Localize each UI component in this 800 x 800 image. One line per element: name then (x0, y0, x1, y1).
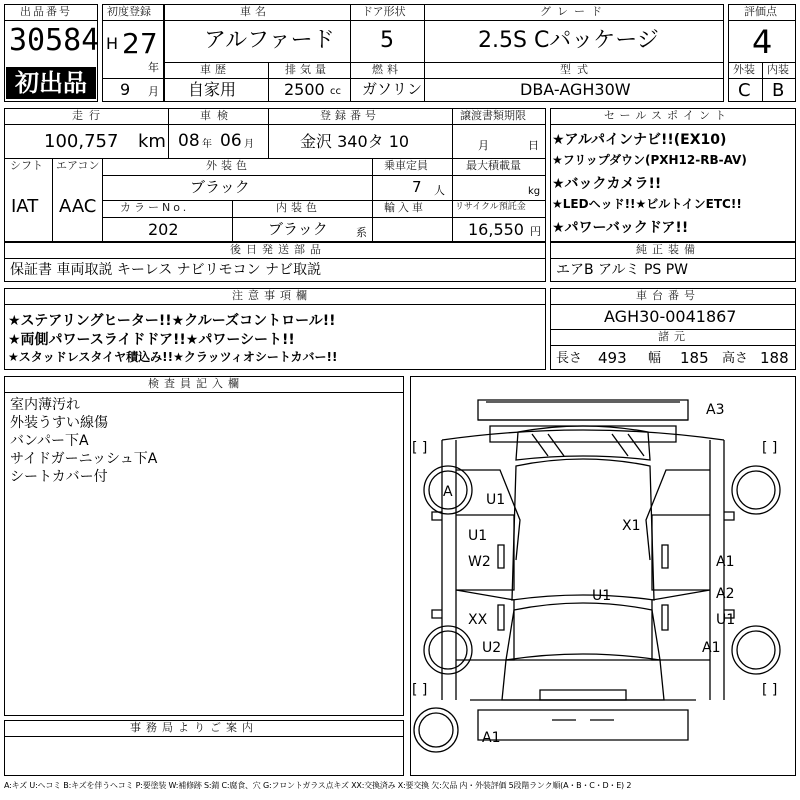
capacity-label: 乗車定員 (384, 159, 428, 172)
displacement-value: 2500 (284, 80, 325, 99)
height-value: 188 (760, 349, 789, 367)
interior-score: B (772, 80, 785, 101)
model-label: 型式 (560, 63, 594, 76)
office-label: 事務局よりご案内 (130, 721, 258, 734)
mark-front-left-door: XX (468, 612, 488, 628)
score-label: 評価点 (744, 5, 777, 18)
recycle-value: 16,550 (468, 220, 524, 239)
inspection-month: 06 (220, 131, 242, 151)
inspection-year: 08 (178, 131, 200, 151)
exterior-color-value: ブラック (190, 178, 250, 196)
max-load-unit: kg (528, 186, 541, 197)
sales-point: ★パワーバックドア!! (552, 220, 689, 236)
registration-month: 9 (120, 80, 131, 99)
mark-rear-left-door-low: W2 (468, 554, 491, 570)
mark-roof: X1 (622, 518, 641, 534)
mark-front-right-lower: U1 (716, 612, 736, 628)
chassis-label: 車台番号 (636, 289, 700, 302)
mark-front-right-fender: A1 (702, 640, 721, 656)
history-value: 自家用 (188, 80, 237, 99)
mileage-label: 走行 (72, 109, 106, 122)
ac-label: エアコン (56, 159, 100, 172)
month-unit: 月 (148, 85, 159, 98)
displacement-unit: cc (330, 86, 341, 97)
bracket-left-bottom: [ ] (412, 682, 428, 698)
history-label: 車歴 (200, 63, 230, 76)
grade-label: グレード (540, 5, 608, 18)
inspector-label: 検査員記入欄 (148, 377, 244, 390)
mark-front-left-fender: U2 (482, 640, 502, 656)
lot-number-label: 出品番号 (20, 5, 72, 18)
transfer-month-unit: 月 (478, 139, 489, 152)
sales-point: ★LEDヘッド!!★ビルトインETC!! (552, 197, 742, 211)
car-name-label: 車名 (240, 5, 270, 18)
sales-points-label: セールスポイント (604, 109, 732, 122)
interior-color-value: ブラック (268, 220, 328, 238)
door-value: 5 (380, 28, 394, 53)
displacement-label: 排気量 (285, 63, 330, 76)
sales-point: ★バックカメラ!! (552, 176, 662, 192)
mark-center: U1 (592, 588, 612, 604)
notes-label: 注意事項欄 (232, 289, 312, 302)
note-line: ★スタッドレスタイヤ積込み!!★クラッツィオシートカバー!! (8, 350, 338, 364)
color-number-label: カラーNo. (120, 201, 190, 214)
specs-label: 諸元 (658, 330, 690, 343)
inspector-line: バンパー下A (10, 433, 89, 449)
sales-points-list (552, 129, 796, 239)
vehicle-spec-box (164, 4, 724, 102)
capacity-unit: 人 (434, 184, 445, 197)
legend-text: A:キズ U:ヘコミ B:キズを伴うヘコミ P:要塗装 W:補修跡 S:錆 C:腐食、穴 G:フロントガラス点キズ XX:交換済み X:要交換 欠:欠品 内・外装評価 5段階ランク順(A・B・C・D・E) 2 (4, 781, 632, 790)
color-number-value: 202 (148, 220, 179, 239)
interior-score-label: 内装 (767, 63, 789, 76)
inspector-notes (10, 396, 400, 486)
mileage-unit: km (138, 131, 166, 152)
transfer-day-unit: 日 (528, 139, 539, 152)
shift-label: シフト (10, 159, 43, 172)
first-listing-badge: 初出品 (6, 67, 96, 99)
chassis-number: AGH30-0041867 (604, 307, 737, 326)
bracket-left-top: [ ] (412, 440, 428, 456)
inspection-year-unit: 年 (202, 139, 212, 150)
bracket-right-bottom: [ ] (762, 682, 778, 698)
width-label: 幅 (648, 351, 662, 366)
bracket-right-top: [ ] (762, 440, 778, 456)
car-name: アルファード (204, 28, 335, 53)
first-registration-label: 初度登録 (107, 5, 151, 18)
mark-front-bumper: A1 (482, 730, 501, 746)
mark-rear-right: A1 (716, 554, 735, 570)
shift-value: IAT (11, 196, 39, 217)
mileage-value: 100,757 (44, 131, 119, 152)
registration-year: 27 (122, 27, 158, 60)
plate-value: 金沢 340タ 10 (300, 132, 410, 151)
fuel-value: ガソリン (362, 80, 423, 98)
mark-rear-left-door-top: U1 (468, 528, 488, 544)
deferred-parts-label: 後日発送部品 (230, 243, 326, 256)
genuine-equipment-text: エアB アルミ PS PW (556, 262, 689, 278)
width-value: 185 (680, 349, 709, 367)
recycle-unit: 円 (530, 225, 541, 238)
inspector-line: シートカバー付 (10, 469, 108, 485)
genuine-equipment-label: 純正装備 (636, 243, 700, 256)
length-value: 493 (598, 349, 627, 367)
transfer-deadline-label: 譲渡書類期限 (460, 109, 526, 122)
score-value: 4 (752, 23, 773, 61)
recycle-label: リサイクル預託金 (455, 202, 526, 212)
fuel-label: 燃料 (372, 63, 402, 76)
mark-rear-bumper: A3 (706, 402, 725, 418)
grade-value: 2.5S Cパッケージ (478, 28, 659, 53)
inspector-line: 外装うすい線傷 (10, 415, 108, 431)
exterior-score: C (738, 80, 751, 101)
condition-diagram-box (410, 376, 796, 776)
model-value: DBA-AGH30W (520, 80, 631, 99)
interior-color-suffix: 系 (356, 226, 367, 239)
capacity-value: 7 (412, 178, 422, 196)
plate-label: 登録番号 (320, 109, 380, 122)
mark-rear-left-quarter: U1 (486, 492, 506, 508)
sales-point: ★フリップダウン(PXH12-RB-AV) (552, 153, 747, 167)
height-label: 高さ (722, 351, 749, 366)
notes-list (8, 310, 546, 367)
inspector-line: 室内薄汚れ (10, 397, 80, 413)
inspector-line: サイドガーニッシュ下A (10, 451, 158, 467)
deferred-parts-text: 保証書 車両取説 キーレス ナビリモコン ナビ取説 (10, 262, 322, 278)
era-label: H (106, 34, 119, 53)
mark-rear-left-tire: A (443, 484, 453, 500)
sales-point: ★アルパインナビ!!(EX10) (552, 132, 727, 148)
mark-front-right-upper: A2 (716, 586, 735, 602)
inspection-month-unit: 月 (244, 139, 254, 150)
door-label: ドア形状 (362, 5, 406, 18)
ac-value: AAC (59, 196, 97, 217)
max-load-label: 最大積載量 (466, 159, 521, 172)
interior-color-label: 内装色 (276, 201, 321, 214)
length-label: 長さ (556, 351, 583, 366)
note-line: ★ステアリングヒーター!!★クルーズコントロール!! (8, 313, 336, 329)
year-unit: 年 (148, 61, 159, 74)
note-line: ★両側パワースライドドア!!★パワーシート!! (8, 332, 295, 348)
inspection-label: 車検 (200, 109, 234, 122)
exterior-score-label: 外装 (733, 63, 755, 76)
import-label: 輸入車 (384, 201, 426, 214)
lot-number: 30584 (9, 23, 100, 58)
exterior-color-label: 外装色 (206, 159, 251, 172)
